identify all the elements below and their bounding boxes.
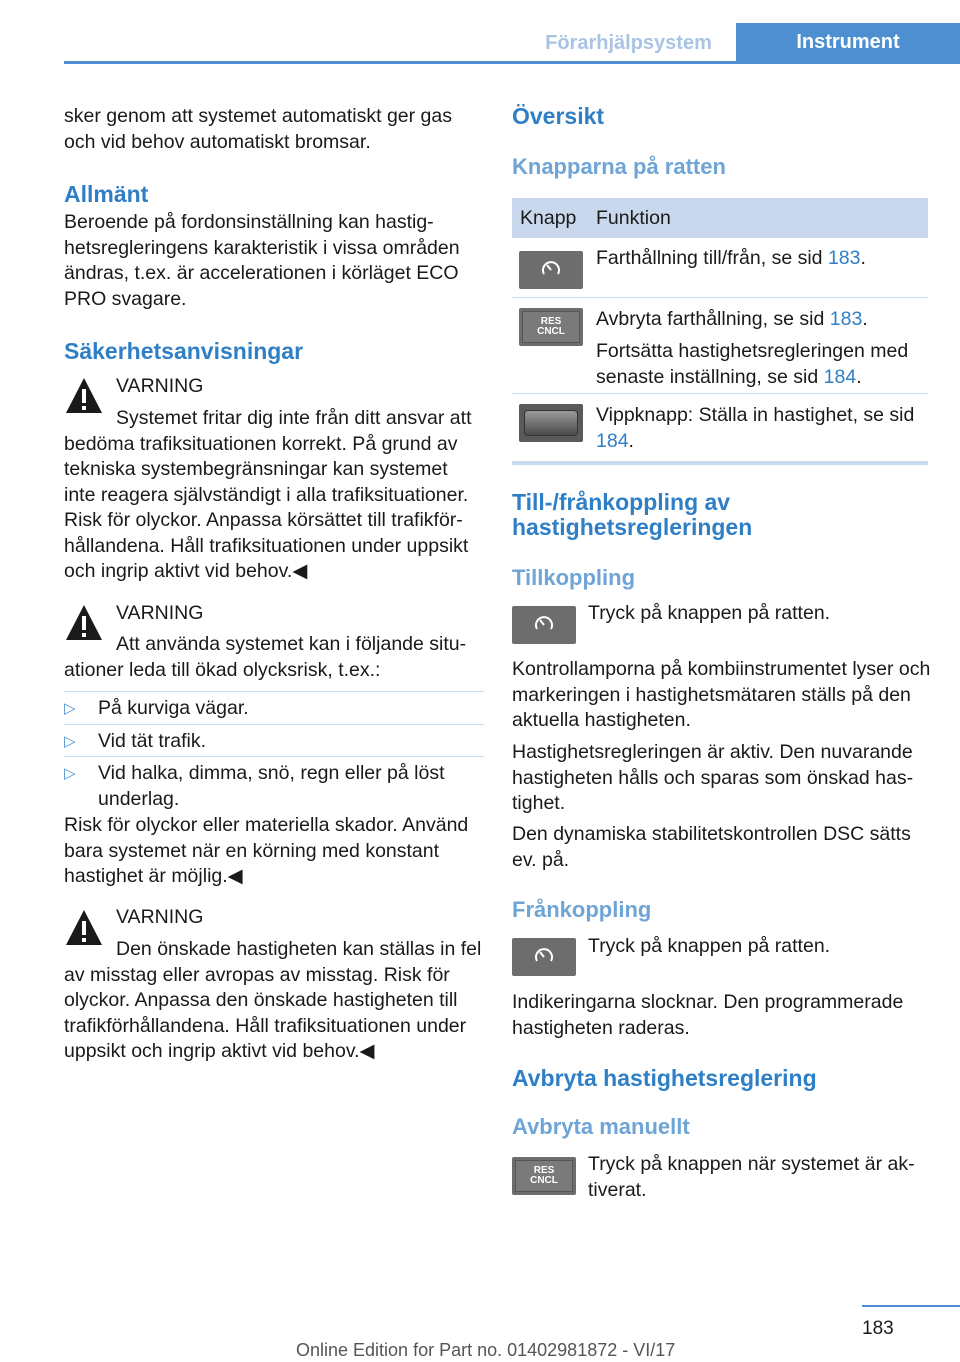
warning-label: VARNING <box>116 906 204 928</box>
list-item: ▷ Vid tät trafik. <box>64 724 484 757</box>
table-row-text: Avbryta farthållning, se sid 183. <box>596 308 868 330</box>
warning-end-text: Risk för olyckor eller materiella skador. Använd bara systemet när en körning med konstant hastighet är möjlig.◀ <box>64 814 469 887</box>
row-divider <box>512 297 928 298</box>
heading-toggle: Till-/frånkoppling av hastighetsregleringen <box>512 489 753 540</box>
res-cncl-label: RES CNCL <box>522 311 580 343</box>
page-link[interactable]: 183 <box>829 308 863 330</box>
table-row-text: Fortsätta hastighetsregleringen med senaste inställning, se sid 184. <box>596 340 909 388</box>
cruise-button-image <box>512 938 576 976</box>
general-text: Beroende på fordonsinställning kan hastig‐hetsregleringens karakteristik i vissa områden ändras, t.ex. är accelerationen i körläget ECO PRO svagare. <box>64 211 460 310</box>
speedometer-icon <box>532 613 556 637</box>
cruise-button-image <box>512 606 576 644</box>
res-cncl-button-image <box>519 308 583 346</box>
table-header <box>512 198 928 238</box>
heading-overview: Översikt <box>512 103 605 129</box>
warning-text: Att använda systemet kan i följande situ‐ationer leda till ökad olycksrisk, t.ex.: <box>64 633 467 681</box>
heading-safety: Säkerhetsanvisningar <box>64 338 304 364</box>
heading-manual: Avbryta manuellt <box>512 1114 690 1139</box>
bullet-list <box>64 691 484 814</box>
heading-on: Tillkoppling <box>512 565 636 590</box>
on-paragraph-2: Hastighetsregleringen är aktiv. Den nuvarande hastigheten hålls och sparas som önskad has‐tighet. <box>512 741 914 814</box>
on-paragraph-1: Kontrollamporna på kombiinstrumentet lyser och markeringen i hastighetsmätaren ställs på den aktuella hastigheten. <box>512 658 931 731</box>
res-cncl-button-image <box>512 1157 576 1195</box>
res-cncl-label: RES CNCL <box>515 1160 573 1192</box>
rocker-icon <box>524 410 578 436</box>
on-paragraph-3: Den dynamiska stabilitetskontrollen DSC sätts ev. på. <box>512 823 911 871</box>
header-rule <box>64 61 960 64</box>
list-item: ▷ Vid halka, dimma, snö, regn eller på löst underlag. <box>64 756 484 814</box>
intro-text: sker genom att systemet automatiskt ger gas och vid behov automatiskt bromsar. <box>64 105 453 153</box>
warning-text: Den önskade hastigheten kan ställas in fel av misstag eller avropas av misstag. Risk för olyckor. Anpassa den önskade hastigheten till trafikförhållandena. Håll trafiksituationen under uppsikt och ingrip aktivt vid behov.◀ <box>64 938 482 1062</box>
table-row-text: Farthållning till/från, se sid 183. <box>596 247 866 269</box>
off-paragraph: Indikeringarna slocknar. Den programmerade hastigheten raderas. <box>512 991 904 1039</box>
col-button: Knapp <box>520 207 577 229</box>
rocker-switch-image <box>519 404 583 442</box>
col-function: Funktion <box>596 207 671 229</box>
warning-label: VARNING <box>116 602 204 624</box>
manual-instruction: Tryck på knappen när systemet är ak‐tiverat. <box>588 1153 915 1201</box>
page-number: 183 <box>862 1318 894 1339</box>
page-link[interactable]: 184 <box>823 365 857 388</box>
warning-text: Systemet fritar dig inte från ditt ansvar att bedöma trafiksituationen korrekt. På grund av tekniska systembegränsningar kan systemet inte reagera självständigt i alla trafiksituationer. Risk för olyckor. Anpassa körsättet till trafikför‐hållandena. Håll trafiksituationen under uppsikt och ingrip aktivt vid behov.◀ <box>64 407 472 582</box>
warning-label: VARNING <box>116 375 204 397</box>
footer-rule <box>862 1305 960 1307</box>
bullet-icon: ▷ <box>64 765 76 782</box>
heading-cancel: Avbryta hastighetsreglering <box>512 1065 817 1091</box>
tab-instrument[interactable]: Instrument <box>736 23 960 62</box>
bullet-icon: ▷ <box>64 732 76 750</box>
table-row-text: Vippknapp: Ställa in hastighet, se sid 184. <box>596 404 915 452</box>
speedometer-icon <box>532 945 556 969</box>
on-instruction: Tryck på knappen på ratten. <box>588 602 831 624</box>
page-link[interactable]: 184 <box>596 429 629 452</box>
cruise-button-image <box>519 251 583 289</box>
heading-general: Allmänt <box>64 181 149 207</box>
edition-note: Online Edition for Part no. 01402981872 - VI/17 <box>296 1340 676 1360</box>
section-title: Förarhjälpsystem <box>545 31 712 54</box>
row-divider <box>512 393 928 394</box>
page-link[interactable]: 183 <box>827 247 861 269</box>
list-item: ▷ På kurviga vägar. <box>64 691 484 724</box>
off-instruction: Tryck på knappen på ratten. <box>588 935 831 957</box>
bullet-icon: ▷ <box>64 700 76 717</box>
heading-buttons: Knapparna på ratten <box>512 154 726 179</box>
speedometer-icon <box>539 258 563 282</box>
table-bottom-rule <box>512 461 928 465</box>
left-column <box>64 104 484 365</box>
heading-off: Frånkoppling <box>512 897 652 922</box>
